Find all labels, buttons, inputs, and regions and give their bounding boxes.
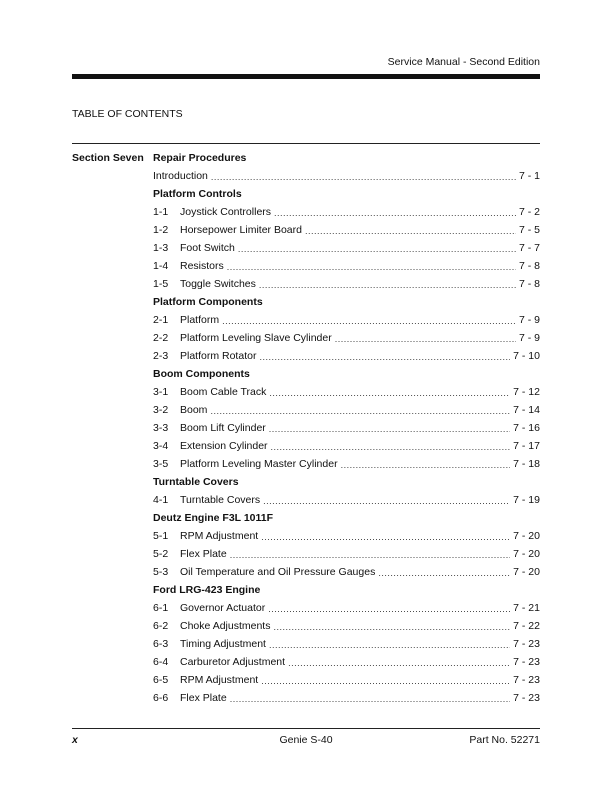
toc-entry-title: Foot Switch <box>180 242 235 254</box>
toc-group-heading: Ford LRG-423 Engine <box>153 584 261 596</box>
toc-entry <box>153 437 540 455</box>
toc-entry-title: Platform Leveling Master Cylinder <box>180 458 338 470</box>
header-title: Service Manual - Second Edition <box>387 56 540 68</box>
toc-entry-page: 7 - 17 <box>513 440 540 452</box>
toc-entry-page: 7 - 23 <box>513 674 540 686</box>
toc-entry-page: 7 - 1 <box>518 170 540 182</box>
toc-entry-number: 6-4 <box>153 656 169 668</box>
toc-entry <box>153 275 540 293</box>
toc-entry-title: Boom Cable Track <box>180 386 267 398</box>
toc-entry <box>153 635 540 653</box>
toc-entry-title: Platform Leveling Slave Cylinder <box>180 332 332 344</box>
dot-leader <box>227 262 516 272</box>
toc-entry-number: 5-3 <box>153 566 169 578</box>
toc-entry-title: Turntable Covers <box>180 494 261 506</box>
section-label: Section Seven <box>72 152 144 164</box>
toc-group-heading: Platform Controls <box>153 188 242 200</box>
toc-entry-page: 7 - 9 <box>518 314 540 326</box>
toc-entry-number: 1-2 <box>153 224 169 236</box>
dot-leader <box>230 550 510 560</box>
toc-divider <box>72 143 540 144</box>
toc-entry <box>153 455 540 473</box>
toc-entry <box>153 329 540 347</box>
toc-entry-page: 7 - 2 <box>518 206 540 218</box>
dot-leader <box>259 352 510 362</box>
toc-group-heading: Turntable Covers <box>153 476 239 488</box>
toc-entry-page: 7 - 20 <box>513 566 540 578</box>
dot-leader <box>274 208 516 218</box>
dot-leader <box>259 280 516 290</box>
toc-entry-page: 7 - 12 <box>513 386 540 398</box>
footer-part-number: Part No. 52271 <box>469 734 540 746</box>
toc-entry <box>153 491 540 509</box>
toc-entry-number: 4-1 <box>153 494 169 506</box>
toc-list <box>153 149 540 707</box>
footer-page-number: x <box>72 734 78 746</box>
toc-entry <box>153 239 540 257</box>
toc-entry-page: 7 - 20 <box>513 530 540 542</box>
toc-entry <box>153 383 540 401</box>
toc-entry-title: Flex Plate <box>180 548 227 560</box>
toc-entry-number: 1-3 <box>153 242 169 254</box>
toc-entry <box>153 563 540 581</box>
toc-entry-number: 3-2 <box>153 404 169 416</box>
toc-entry <box>153 545 540 563</box>
toc-entry-title: Flex Plate <box>180 692 227 704</box>
dot-leader <box>288 658 510 668</box>
toc-entry-number: 3-5 <box>153 458 169 470</box>
toc-entry-number: 6-3 <box>153 638 169 650</box>
dot-leader <box>273 622 510 632</box>
dot-leader <box>305 226 516 236</box>
toc-entry-page: 7 - 23 <box>513 692 540 704</box>
toc-group-heading: Platform Components <box>153 296 263 308</box>
toc-entry <box>153 257 540 275</box>
toc-entry-title: Carburetor Adjustment <box>180 656 286 668</box>
toc-entry-page: 7 - 23 <box>513 638 540 650</box>
toc-entry-page: 7 - 16 <box>513 422 540 434</box>
toc-entry <box>153 527 540 545</box>
dot-leader <box>263 496 510 506</box>
dot-leader <box>335 334 516 344</box>
toc-group-heading: Deutz Engine F3L 1011F <box>153 512 274 524</box>
toc-entry <box>153 203 540 221</box>
dot-leader <box>238 244 516 254</box>
toc-entry-title: Introduction <box>153 170 208 182</box>
toc-entry-title: Resistors <box>180 260 224 272</box>
toc-entry-title: RPM Adjustment <box>180 674 259 686</box>
dot-leader <box>211 172 516 182</box>
toc-entry <box>153 419 540 437</box>
toc-entry-number: 1-1 <box>153 206 169 218</box>
toc-group-heading: Boom Components <box>153 368 250 380</box>
toc-entry <box>153 617 540 635</box>
toc-entry <box>153 347 540 365</box>
dot-leader <box>261 532 510 542</box>
toc-entry-number: 5-1 <box>153 530 169 542</box>
toc-entry-number: 6-2 <box>153 620 169 632</box>
toc-entry-number: 5-2 <box>153 548 169 560</box>
toc-entry-number: 3-3 <box>153 422 169 434</box>
toc-entry-number: 2-3 <box>153 350 169 362</box>
toc-entry <box>153 599 540 617</box>
toc-entry-page: 7 - 5 <box>518 224 540 236</box>
toc-entry-number: 6-5 <box>153 674 169 686</box>
toc-entry <box>153 689 540 707</box>
toc-entry <box>153 653 540 671</box>
toc-entry <box>153 311 540 329</box>
dot-leader <box>230 694 510 704</box>
footer-rule <box>72 728 540 729</box>
toc-entry-page: 7 - 14 <box>513 404 540 416</box>
toc-entry-page: 7 - 19 <box>513 494 540 506</box>
toc-entry-page: 7 - 23 <box>513 656 540 668</box>
toc-label: TABLE OF CONTENTS <box>72 108 183 120</box>
toc-entry-page: 7 - 18 <box>513 458 540 470</box>
toc-entry <box>153 167 540 185</box>
toc-entry-number: 6-6 <box>153 692 169 704</box>
toc-entry-page: 7 - 21 <box>513 602 540 614</box>
dot-leader <box>268 604 510 614</box>
toc-entry <box>153 401 540 419</box>
toc-entry-number: 1-5 <box>153 278 169 290</box>
toc-entry-number: 1-4 <box>153 260 169 272</box>
toc-entry-number: 2-2 <box>153 332 169 344</box>
toc-entry-number: 6-1 <box>153 602 169 614</box>
dot-leader <box>341 460 511 470</box>
dot-leader <box>269 640 510 650</box>
toc-entry-number: 3-4 <box>153 440 169 452</box>
toc-entry-page: 7 - 9 <box>518 332 540 344</box>
toc-entry-number: 3-1 <box>153 386 169 398</box>
dot-leader <box>271 442 511 452</box>
toc-entry-title: Oil Temperature and Oil Pressure Gauges <box>180 566 376 578</box>
toc-entry-page: 7 - 8 <box>518 278 540 290</box>
footer-model: Genie S-40 <box>279 734 333 746</box>
dot-leader <box>222 316 516 326</box>
toc-entry-title: Choke Adjustments <box>180 620 271 632</box>
toc-entry-number: 2-1 <box>153 314 169 326</box>
toc-entry <box>153 671 540 689</box>
toc-entry-title: Joystick Controllers <box>180 206 272 218</box>
toc-entry-title: Timing Adjustment <box>180 638 266 650</box>
dot-leader <box>378 568 510 578</box>
toc-entry-title: Platform Rotator <box>180 350 257 362</box>
toc-entry-title: Toggle Switches <box>180 278 256 290</box>
dot-leader <box>210 406 510 416</box>
toc-entry-page: 7 - 10 <box>513 350 540 362</box>
toc-entry-title: Boom Lift Cylinder <box>180 422 266 434</box>
toc-entry-title: RPM Adjustment <box>180 530 259 542</box>
dot-leader <box>269 388 510 398</box>
toc-entry-page: 7 - 22 <box>513 620 540 632</box>
toc-entry-page: 7 - 20 <box>513 548 540 560</box>
header-rule <box>72 74 540 79</box>
dot-leader <box>261 676 510 686</box>
toc-entry-title: Horsepower Limiter Board <box>180 224 302 236</box>
toc-entry <box>153 221 540 239</box>
toc-entry-title: Extension Cylinder <box>180 440 268 452</box>
toc-entry-title: Platform <box>180 314 220 326</box>
toc-entry-title: Governor Actuator <box>180 602 266 614</box>
toc-entry-page: 7 - 7 <box>518 242 540 254</box>
dot-leader <box>269 424 510 434</box>
toc-entry-page: 7 - 8 <box>518 260 540 272</box>
section-title: Repair Procedures <box>153 152 247 164</box>
toc-entry-title: Boom <box>180 404 208 416</box>
